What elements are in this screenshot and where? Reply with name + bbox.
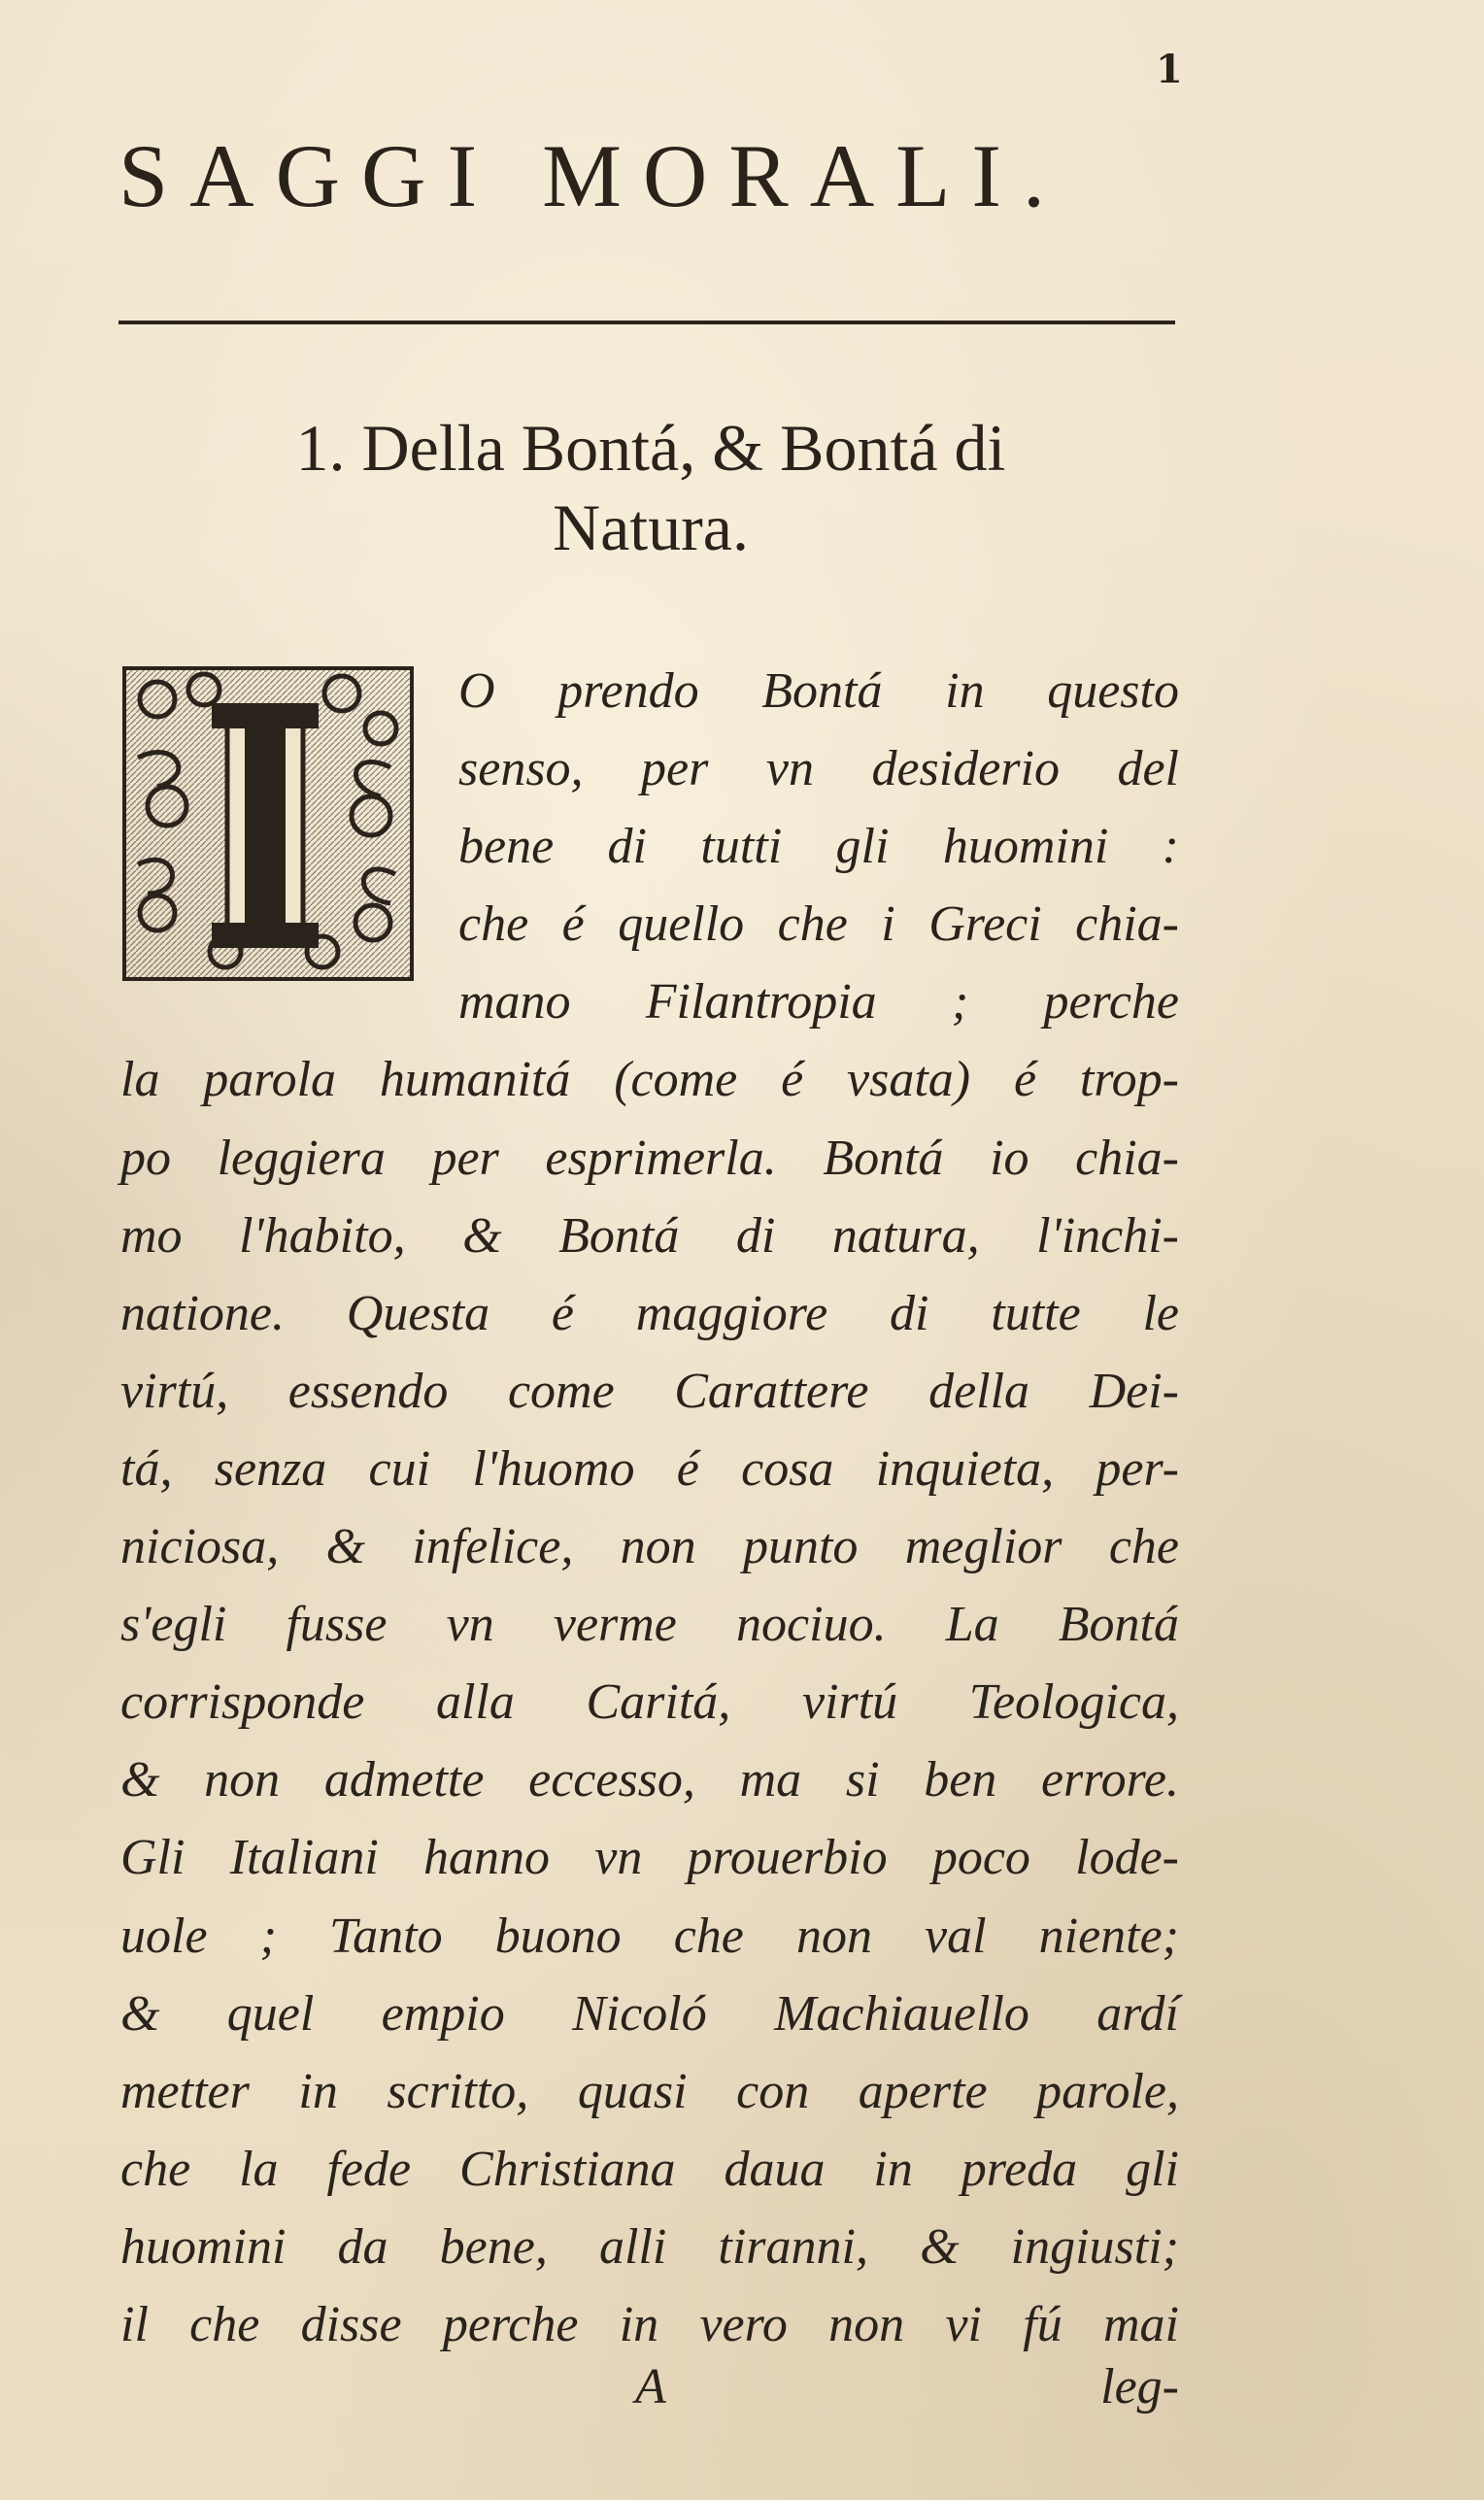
chapter-title-line-2: Natura. [552, 490, 749, 564]
header-rule [118, 321, 1175, 324]
text-line: bene di tutti gli huomini : [458, 819, 1179, 875]
text-line: senso, per vn desiderio del [458, 741, 1179, 797]
text-line: huomini da bene, alli tiranni, & ingiusti; [120, 2218, 1179, 2275]
page-number: 1 [1156, 47, 1183, 92]
text-line: O prendo Bontá in questo [458, 663, 1179, 719]
text-line: corrisponde alla Caritá, virtú Teologica, [120, 1674, 1179, 1731]
text-line: & quel empio Nicoló Machiauello ardí [120, 1985, 1179, 2042]
text-line: il che disse perche in vero non vi fú mai [120, 2296, 1179, 2352]
chapter-heading [117, 408, 1185, 567]
catchword: leg- [1100, 2359, 1179, 2415]
text-line: po leggiera per esprimerla. Bontá io chia- [120, 1130, 1179, 1186]
running-title: SAGGI MORALI. [118, 126, 1066, 225]
text-line: natione. Questa é maggiore di tutte le [120, 1285, 1179, 1341]
text-line: tá, senza cui l'huomo é cosa inquieta, per- [120, 1440, 1179, 1497]
page-footer [120, 2358, 1179, 2436]
text-line: mo l'habito, & Bontá di natura, l'inchi- [120, 1207, 1179, 1264]
text-line: & non admette eccesso, ma si ben errore. [120, 1752, 1179, 1808]
text-line: virtú, essendo come Carattere della Dei- [120, 1363, 1179, 1419]
text-line: Gli Italiani hanno vn prouerbio poco lode- [120, 1830, 1179, 1886]
text-line: s'egli fusse vn verme nociuo. La Bontá [120, 1597, 1179, 1653]
chapter-body [120, 653, 1179, 2364]
signature-mark: A [635, 2359, 666, 2415]
text-line: che la fede Christiana daua in preda gli [120, 2141, 1179, 2197]
text-line: metter in scritto, quasi con aperte parole, [120, 2063, 1179, 2119]
text-line: uole ; Tanto buono che non val niente; [120, 1908, 1179, 1964]
text-line: la parola humanitá (come é vsata) é trop- [120, 1052, 1179, 1108]
text-line: mano Filantropia ; perche [458, 974, 1179, 1030]
chapter-title-line-1: 1. Della Bontá, & Bontá di [295, 411, 1006, 485]
text-line: che é quello che i Greci chia- [458, 896, 1179, 953]
text-line: niciosa, & infelice, non punto meglior che [120, 1519, 1179, 1575]
